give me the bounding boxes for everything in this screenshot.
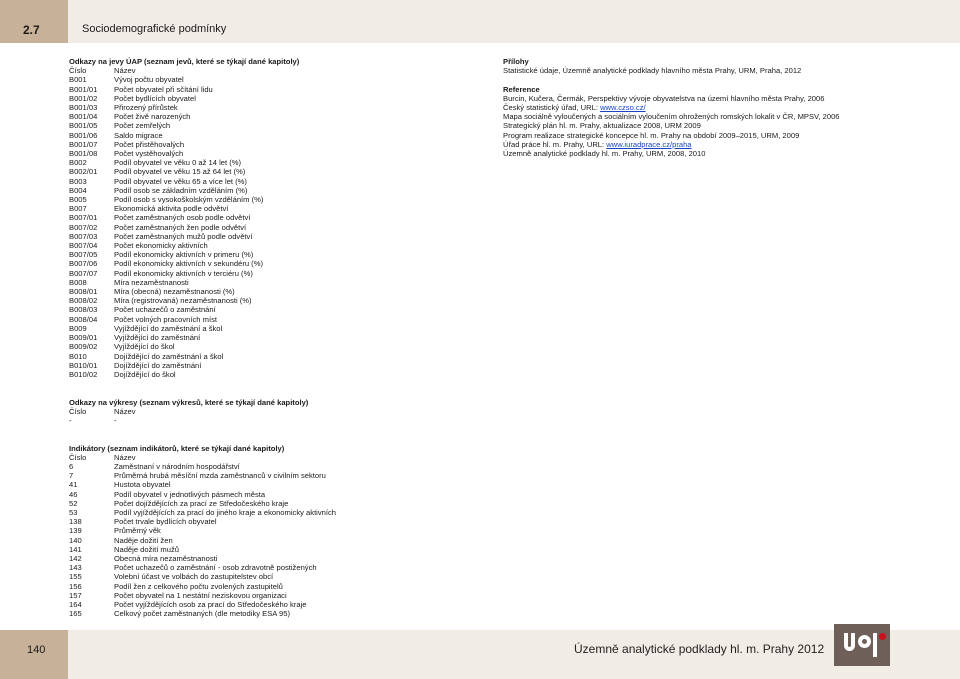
uap-logo — [834, 624, 890, 666]
item-code: B010/02 — [69, 369, 98, 379]
item-code: B001/02 — [69, 93, 98, 103]
list-item — [69, 305, 489, 314]
item-code: B001/06 — [69, 130, 98, 140]
item-code: 165 — [69, 609, 82, 619]
list-item — [69, 600, 489, 609]
item-code: B001/05 — [69, 121, 98, 131]
item-code: B009 — [69, 323, 87, 333]
item-code: B007/01 — [69, 213, 98, 223]
item-name: Dojíždějící do zaměstnání — [114, 360, 202, 370]
list-item — [69, 582, 489, 591]
list-item — [69, 131, 489, 140]
page-number: 140 — [0, 630, 68, 679]
item-code: 7 — [69, 471, 74, 481]
list-item — [69, 471, 489, 480]
item-code: B007/02 — [69, 222, 98, 232]
reference-item: Úřad práce hl. m. Prahy, URL: www.iuradprace.cz/praha — [503, 139, 692, 149]
list-item — [69, 75, 489, 84]
list-item — [69, 241, 489, 250]
right-column — [503, 57, 943, 158]
item-name: Vyjíždějící do zaměstnání — [114, 333, 201, 343]
list-item — [69, 526, 489, 535]
item-name: Saldo migrace — [114, 130, 163, 140]
list-item — [69, 499, 489, 508]
item-name: Počet volných pracovních míst — [114, 314, 217, 324]
indicators-list — [69, 462, 489, 618]
item-name: Podíl vyjíždějících za prací do jiného kraje a ekonomicky aktivních — [114, 507, 337, 517]
item-name: Průměrná hrubá měsíční mzda zaměstnanců v civilním sektoru — [114, 471, 326, 481]
drawings-list — [69, 416, 489, 425]
item-name: Podíl obyvatel v jednotlivých pásmech města — [114, 489, 266, 499]
list-item — [69, 480, 489, 489]
item-name: Počet zaměstnaných mužů podle odvětví — [114, 231, 253, 241]
links-header-row — [69, 66, 489, 75]
list-item — [69, 324, 489, 333]
list-item — [69, 177, 489, 186]
list-item — [69, 85, 489, 94]
list-item — [69, 545, 489, 554]
item-code: 138 — [69, 517, 82, 527]
item-code: 155 — [69, 572, 82, 582]
drawings-heading: Odkazy na výkresy (seznam výkresů, které se týkají dané kapitoly) — [69, 397, 309, 407]
item-code: B008/02 — [69, 296, 98, 306]
item-name: Počet dojíždějících za prací ze Středočeského kraje — [114, 498, 289, 508]
item-code: B003 — [69, 176, 87, 186]
column-header-code: Číslo — [69, 452, 87, 462]
item-name: Dojíždějící do zaměstnání a škol — [114, 351, 224, 361]
item-name: Volební účast ve volbách do zastupitelstev obcí — [114, 572, 274, 582]
item-code: B010/01 — [69, 360, 98, 370]
item-name: - — [114, 415, 117, 425]
item-code: B008/04 — [69, 314, 98, 324]
list-item — [69, 259, 489, 268]
item-code: 46 — [69, 489, 78, 499]
list-item — [69, 333, 489, 342]
list-item — [69, 462, 489, 471]
appendix-line: Statistické údaje, Územně analytické podklady hlavního města Prahy, URM, Praha, 2012 — [503, 66, 802, 76]
item-name: Podíl obyvatel ve věku 0 až 14 let (%) — [114, 158, 242, 168]
appendix-heading: Přílohy — [503, 57, 529, 66]
list-item — [69, 250, 489, 259]
item-code: B008/03 — [69, 305, 98, 315]
item-name: Počet ekonomicky aktivních — [114, 241, 208, 251]
uradprace-link[interactable]: www.iuradprace.cz/praha — [606, 139, 692, 149]
item-name: Počet zaměstnaných žen podle odvětví — [114, 222, 247, 232]
chapter-title: Sociodemografické podmínky — [82, 23, 227, 35]
item-name: Míra nezaměstnanosti — [114, 277, 189, 287]
item-code: B001/08 — [69, 149, 98, 159]
item-code: B001/03 — [69, 103, 98, 113]
item-name: Vývoj počtu obyvatel — [114, 75, 184, 85]
list-item — [69, 554, 489, 563]
list-item — [69, 296, 489, 305]
column-header-code: Číslo — [69, 66, 87, 76]
list-item — [69, 269, 489, 278]
list-item — [69, 508, 489, 517]
item-code: B001 — [69, 75, 87, 85]
list-item — [69, 94, 489, 103]
list-item — [69, 149, 489, 158]
item-code: 143 — [69, 563, 82, 573]
item-code: B001/04 — [69, 112, 98, 122]
item-name: Počet zaměstnaných osob podle odvětví — [114, 213, 251, 223]
list-item — [69, 416, 489, 425]
item-name: Průměrný věk — [114, 526, 161, 536]
column-header-code: Číslo — [69, 406, 87, 416]
list-item — [69, 103, 489, 112]
list-item — [69, 223, 489, 232]
list-item — [69, 517, 489, 526]
list-item — [69, 572, 489, 581]
item-name: Dojíždějící do škol — [114, 369, 176, 379]
item-name: Počet obyvatel na 1 nestátní neziskovou organizaci — [114, 590, 287, 600]
list-item — [69, 121, 489, 130]
list-item — [69, 140, 489, 149]
item-code: 142 — [69, 553, 82, 563]
item-name: Ekonomická aktivita podle odvětví — [114, 204, 229, 214]
item-name: Celkový počet zaměstnaných (dle metodiky ESA 95) — [114, 609, 291, 619]
item-name: Počet obyvatel při sčítání lidu — [114, 84, 213, 94]
item-name: Míra (registrovaná) nezaměstnanosti (%) — [114, 296, 252, 306]
list-item — [69, 591, 489, 600]
item-name: Naděje dožití žen — [114, 535, 173, 545]
list-item — [69, 278, 489, 287]
item-code: B008 — [69, 277, 87, 287]
list-item — [69, 204, 489, 213]
list-item — [69, 342, 489, 351]
item-code: B005 — [69, 195, 87, 205]
list-item — [69, 112, 489, 121]
item-name: Počet trvale bydlících obyvatel — [114, 517, 217, 527]
footer-bar — [68, 630, 960, 679]
item-name: Počet vyjíždějících osob za prací do Středočeského kraje — [114, 599, 307, 609]
drawings-header-row — [69, 407, 489, 416]
item-code: 41 — [69, 480, 78, 490]
item-code: B007/03 — [69, 231, 98, 241]
item-name: Podíl osob se základním vzděláním (%) — [114, 185, 248, 195]
list-item — [69, 536, 489, 545]
item-code: 52 — [69, 498, 78, 508]
item-name: Přirozený přírůstek — [114, 103, 178, 113]
indicators-heading: Indikátory (seznam indikátorů, které se týkají dané kapitoly) — [69, 443, 285, 453]
left-column — [69, 57, 489, 618]
item-name: Podíl ekonomicky aktivních v primeru (%) — [114, 250, 254, 260]
item-name: Obecná míra nezaměstnanosti — [114, 553, 218, 563]
item-code: B009/02 — [69, 342, 98, 352]
chapter-number: 2.7 — [0, 0, 68, 43]
item-name: Počet vystěhovalých — [114, 149, 184, 159]
czso-link[interactable]: www.czso.cz/ — [600, 103, 646, 112]
item-name: Hustota obyvatel — [114, 480, 171, 490]
reference-item: Program realizace strategické koncepce hl. m. Prahy na období 2009–2015, URM, 2009 — [503, 130, 800, 140]
item-code: - — [69, 415, 72, 425]
item-name: Podíl obyvatel ve věku 65 a více let (%) — [114, 176, 247, 186]
list-item — [69, 609, 489, 618]
list-item — [69, 213, 489, 222]
reference-item: Český statistický úřad, URL: www.czso.cz/ — [503, 103, 646, 112]
list-item — [69, 158, 489, 167]
item-code: B007/05 — [69, 250, 98, 260]
list-item — [69, 361, 489, 370]
item-name: Vyjíždějící do zaměstnání a škol — [114, 323, 223, 333]
item-name: Zaměstnaní v národním hospodářství — [114, 461, 240, 471]
item-code: 53 — [69, 507, 78, 517]
item-code: B007 — [69, 204, 87, 214]
list-item — [69, 315, 489, 324]
links-heading: Odkazy na jevy ÚAP (seznam jevů, které se týkají dané kapitoly) — [69, 57, 300, 66]
reference-item: Strategický plán hl. m. Prahy, aktualizace 2008, URM 2009 — [503, 121, 701, 131]
item-name: Podíl ekonomicky aktivních v sekundéru (%) — [114, 259, 263, 269]
item-name: Naděje dožití mužů — [114, 544, 180, 554]
item-code: 157 — [69, 590, 82, 600]
item-name: Podíl obyvatel ve věku 15 až 64 let (%) — [114, 167, 246, 177]
list-item — [69, 195, 489, 204]
item-code: B007/06 — [69, 259, 98, 269]
item-code: B007/04 — [69, 241, 98, 251]
item-code: B001/01 — [69, 84, 98, 94]
item-code: 140 — [69, 535, 82, 545]
item-code: B004 — [69, 185, 87, 195]
list-item — [69, 186, 489, 195]
item-code: 156 — [69, 581, 82, 591]
item-code: B008/01 — [69, 287, 98, 297]
column-header-name: Název — [114, 66, 136, 76]
item-name: Vyjíždějící do škol — [114, 342, 175, 352]
reference-item: Burcin, Kučera, Čermák, Perspektivy vývoje obyvatelstva na území hlavního města Prahy, 2006 — [503, 93, 825, 103]
list-item — [69, 370, 489, 379]
item-name: Počet přistěhovalých — [114, 139, 185, 149]
item-name: Počet uchazečů o zaměstnání - osob zdravotně postižených — [114, 563, 317, 573]
item-code: B009/01 — [69, 333, 98, 343]
item-name: Počet uchazečů o zaměstnání — [114, 305, 216, 315]
item-name: Míra (obecná) nezaměstnanosti (%) — [114, 287, 235, 297]
indicators-header-row — [69, 453, 489, 462]
item-code: B002/01 — [69, 167, 98, 177]
list-item — [69, 563, 489, 572]
item-code: B010 — [69, 351, 87, 361]
item-code: 141 — [69, 544, 82, 554]
reference-item: Územně analytické podklady hl. m. Prahy, URM, 2008, 2010 — [503, 149, 706, 159]
item-name: Podíl osob s vysokoškolským vzděláním (%) — [114, 195, 264, 205]
list-item — [69, 167, 489, 176]
column-header-name: Název — [114, 452, 136, 462]
reference-item: Mapa sociálně vyloučených a sociálním vyloučením ohrožených romských lokalit v ČR, MPSV, 2006 — [503, 112, 840, 122]
list-item — [69, 490, 489, 499]
item-code: 164 — [69, 599, 82, 609]
item-name: Podíl žen z celkového počtu zvolených zastupitelů — [114, 581, 283, 591]
item-code: B002 — [69, 158, 87, 168]
list-item — [69, 352, 489, 361]
item-name: Počet bydlících obyvatel — [114, 93, 196, 103]
item-name: Podíl ekonomicky aktivních v terciéru (%) — [114, 268, 253, 278]
item-name: Počet živě narozených — [114, 112, 191, 122]
links-list — [69, 75, 489, 379]
list-item — [69, 287, 489, 296]
item-code: 6 — [69, 461, 74, 471]
item-name: Počet zemřelých — [114, 121, 171, 131]
header-bar — [68, 0, 960, 43]
footer-title: Územně analytické podklady hl. m. Prahy 2012 — [574, 642, 825, 656]
column-header-name: Název — [114, 406, 136, 416]
item-code: B007/07 — [69, 268, 98, 278]
item-code: B001/07 — [69, 139, 98, 149]
item-code: 139 — [69, 526, 82, 536]
references-heading: Reference — [503, 84, 540, 94]
list-item — [69, 232, 489, 241]
